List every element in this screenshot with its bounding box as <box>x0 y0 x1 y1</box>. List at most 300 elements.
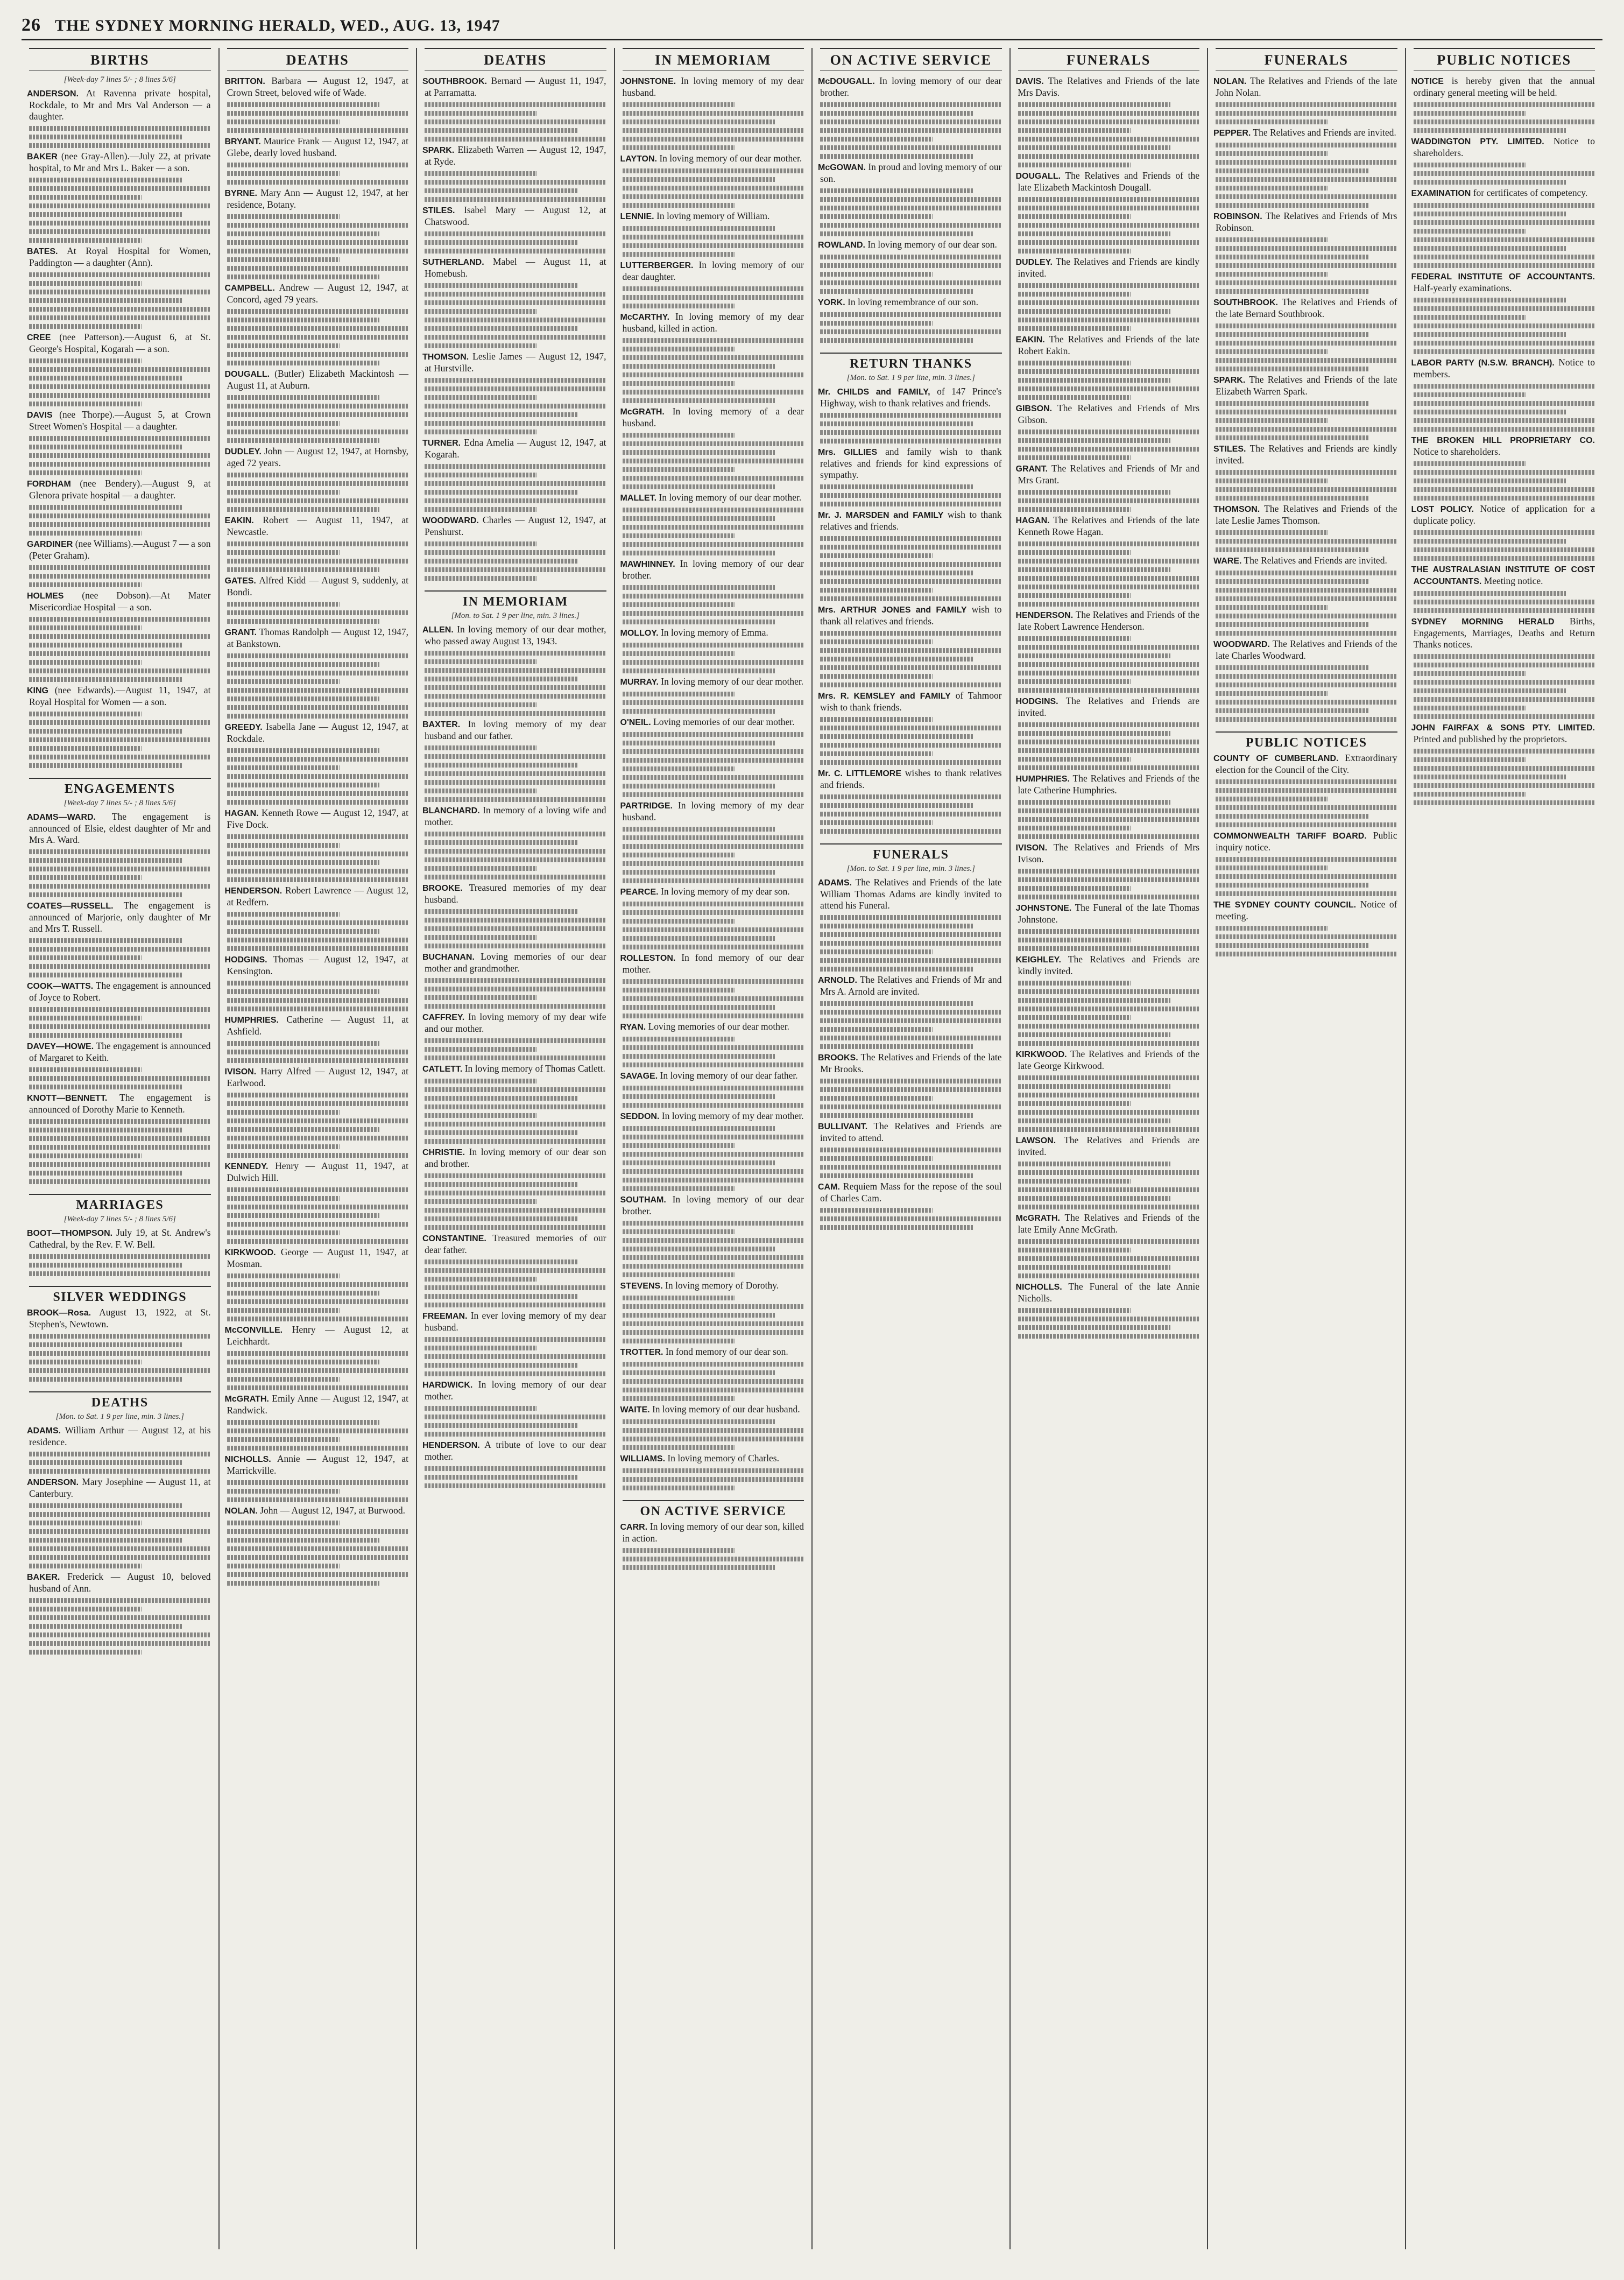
small-print-line <box>623 186 804 191</box>
notice-text: The Relatives and Friends of the late Emily Anne McGrath. <box>1018 1212 1200 1235</box>
small-print-line <box>227 1428 409 1433</box>
small-print-line <box>820 1044 973 1049</box>
small-print-line <box>623 1247 775 1251</box>
small-print-line <box>1018 1273 1200 1278</box>
small-print-line <box>623 364 775 369</box>
column-grid <box>22 48 1602 2249</box>
small-print-line <box>425 995 537 1000</box>
small-print-line <box>623 784 775 789</box>
small-print-line <box>29 135 182 139</box>
notice-entry <box>1015 75 1200 98</box>
small-print-line <box>227 714 409 719</box>
small-print-line <box>1018 679 1131 684</box>
notice-text: Annie — August 12, 1947, at Marrickville. <box>227 1453 408 1476</box>
notice-name: BOOT—THOMPSON. <box>27 1229 113 1238</box>
notice-entry <box>1213 899 1397 922</box>
notice-text: (nee Williams).—August 7 — a son (Peter Graham). <box>29 538 211 561</box>
small-print-line <box>623 878 804 883</box>
small-print-line <box>623 1396 735 1401</box>
notice-text: Extraordinary election for the Council of the City. <box>1216 752 1397 775</box>
notice-text: and family wish to thank relatives and friends for kind expressions of sympathy. <box>820 446 1002 480</box>
small-print-line <box>29 1067 142 1072</box>
small-print-line <box>1018 292 1131 297</box>
notice-text: Births, Engagements, Marriages, Deaths and Return Thanks notices. <box>1413 616 1595 650</box>
notice-entry <box>224 1247 409 1270</box>
small-print-line <box>425 1055 606 1060</box>
notice-entry <box>224 954 409 977</box>
small-print-line <box>425 464 606 469</box>
notice-name: KENNEDY. <box>224 1162 269 1171</box>
small-print-line <box>425 197 606 202</box>
small-print-line <box>623 145 735 150</box>
small-print-line <box>29 1529 211 1534</box>
small-print-line <box>425 378 606 383</box>
small-print-line <box>227 1239 409 1244</box>
notice-text: Robert Lawrence — August 12, at Redfern. <box>227 885 409 907</box>
small-print-line <box>623 1437 804 1441</box>
notice-text: At Ravenna private hospital, Rockdale, to Mr and Mrs Val Anderson — a daughter. <box>29 88 211 122</box>
small-print-line <box>227 1489 340 1494</box>
small-print-line <box>1018 1041 1200 1046</box>
small-print-line <box>227 696 380 701</box>
small-print-line <box>623 643 804 648</box>
notice-text: A tribute of love to our dear mother. <box>425 1439 606 1462</box>
notice-entry <box>620 676 804 688</box>
small-print-line <box>227 1230 340 1235</box>
notice-text: The Relatives and Friends of the late George Kirkwood. <box>1018 1048 1199 1071</box>
small-print-line <box>623 844 804 849</box>
notice-name: SUTHERLAND. <box>422 258 484 267</box>
small-print-line <box>1414 792 1526 797</box>
small-print-line <box>29 221 211 226</box>
small-print-line <box>623 551 775 555</box>
small-print-line <box>227 309 409 314</box>
small-print-line <box>623 1313 775 1318</box>
notice-text: The Relatives and Friends are kindly invited. <box>1018 954 1199 976</box>
small-print-line <box>29 858 182 863</box>
notice-text: In loving remembrance of our son. <box>848 297 979 307</box>
small-print-line <box>1216 700 1397 705</box>
notice-name: McGRATH. <box>224 1395 269 1404</box>
small-print-line <box>425 1130 577 1135</box>
small-print-line <box>29 746 142 751</box>
small-print-line <box>623 996 804 1001</box>
small-print-line <box>29 947 211 952</box>
small-print-line <box>623 1103 804 1108</box>
small-print-line <box>29 1128 182 1132</box>
small-print-line <box>227 1555 409 1560</box>
small-print-line <box>425 1354 606 1359</box>
small-print-line <box>227 1521 340 1525</box>
notice-name: HUMPHRIES. <box>224 1016 279 1025</box>
notice-entry <box>29 980 211 1003</box>
small-print-line <box>623 111 804 116</box>
notice-text: In fond memory of our dear son. <box>665 1346 788 1357</box>
small-print-line <box>29 1546 211 1551</box>
small-print-line <box>623 732 804 737</box>
small-print-line <box>1018 1248 1131 1252</box>
small-print-line <box>1414 680 1595 685</box>
small-print-line <box>227 834 409 839</box>
notice-name: LAWSON. <box>1015 1136 1056 1145</box>
notice-entry <box>620 406 804 429</box>
small-print-line <box>1414 102 1595 107</box>
small-print-line <box>1018 206 1200 210</box>
small-print-line <box>29 625 142 630</box>
small-print-line <box>29 668 211 673</box>
notice-entry <box>224 1453 409 1476</box>
small-print-line <box>1216 203 1368 208</box>
small-print-line <box>820 255 1002 259</box>
small-print-line <box>623 988 735 993</box>
notice-name: COATES—RUSSELL. <box>27 902 114 911</box>
small-print-line <box>1414 530 1595 535</box>
small-print-line <box>29 643 182 648</box>
notice-text: The Funeral of the late Annie Nicholls. <box>1018 1281 1199 1304</box>
notice-text: Maurice Frank — August 12, 1947, at Glebe, dearly loved husband. <box>227 136 408 158</box>
small-print-line <box>623 1062 804 1067</box>
small-print-line <box>29 955 142 960</box>
small-print-line <box>1018 154 1200 159</box>
small-print-line <box>623 1229 735 1234</box>
section-heading: ON ACTIVE SERVICE <box>820 48 1002 71</box>
small-print-line <box>1414 547 1595 552</box>
notice-entry <box>1015 170 1200 193</box>
notice-entry <box>820 604 1002 627</box>
notice-entry <box>422 1439 606 1462</box>
notice-name: McDOUGALL. <box>818 77 875 86</box>
small-print-line <box>227 1041 380 1046</box>
notice-name: CHRISTIE. <box>422 1148 465 1157</box>
small-print-line <box>623 919 735 924</box>
small-print-line <box>1018 214 1131 219</box>
small-print-line <box>227 326 409 331</box>
notice-name: BROOKS. <box>818 1053 858 1062</box>
small-print-line <box>623 1362 804 1367</box>
small-print-line <box>820 231 973 236</box>
notice-text: The Relatives and Friends of Mrs Robinson. <box>1216 210 1397 233</box>
small-print-line <box>820 1225 973 1230</box>
notice-text: John — August 12, 1947, at Hornsby, aged 72 years. <box>227 446 408 468</box>
notice-name: FORDHAM <box>27 480 71 489</box>
small-print-line <box>29 1085 182 1089</box>
notice-text: The engagement is announced of Dorothy Marie to Kenneth. <box>29 1092 211 1115</box>
notice-text: In loving memory of our dear brother. <box>820 75 1002 98</box>
notice-text: Isabella Jane — August 12, 1947, at Rockdale. <box>227 721 409 744</box>
small-print-line <box>1018 636 1131 641</box>
notice-name: CATLETT. <box>422 1065 463 1074</box>
notice-text: In loving memory of William. <box>656 210 770 221</box>
notice-text: In loving memory of Dorothy. <box>665 1280 779 1291</box>
small-print-line <box>1414 714 1595 719</box>
small-print-line <box>425 490 577 495</box>
small-print-line <box>227 1368 409 1373</box>
small-print-line <box>425 780 606 785</box>
small-print-line <box>29 376 182 381</box>
small-print-line <box>425 1173 606 1178</box>
small-print-line <box>227 981 409 986</box>
small-print-line <box>29 1521 142 1525</box>
small-print-line <box>227 1118 409 1123</box>
small-print-line <box>1216 934 1397 939</box>
small-print-line <box>227 619 380 624</box>
small-print-line <box>623 1014 804 1018</box>
small-print-line <box>425 567 606 572</box>
small-print-line <box>1216 691 1328 696</box>
notice-entry <box>1213 210 1397 234</box>
notice-entry <box>1015 403 1200 426</box>
small-print-line <box>623 119 775 124</box>
small-print-line <box>1216 779 1397 784</box>
small-print-line <box>227 1564 340 1568</box>
small-print-line <box>425 1047 537 1052</box>
small-print-line <box>1018 240 1200 245</box>
notice-name: BRYANT. <box>224 137 261 146</box>
small-print-line <box>1018 559 1200 564</box>
small-print-line <box>227 275 380 279</box>
small-print-line <box>29 1624 182 1629</box>
notice-entry <box>224 1014 409 1037</box>
small-print-line <box>623 749 804 754</box>
notice-text: In loving memory of my dear husband. <box>622 800 804 822</box>
small-print-line <box>29 867 211 871</box>
notice-text: Meeting notice. <box>1484 575 1543 586</box>
notice-text: Half-yearly examinations. <box>1413 283 1512 293</box>
notice-name: BLANCHARD. <box>422 806 480 815</box>
small-print-line <box>623 1486 735 1490</box>
notice-name: KING <box>27 686 48 695</box>
small-print-line <box>425 1122 606 1127</box>
notice-entry <box>620 1194 804 1217</box>
small-print-line <box>227 1127 380 1132</box>
small-print-line <box>820 1208 933 1213</box>
small-print-line <box>227 912 340 917</box>
section-heading: FUNERALS <box>1018 48 1200 71</box>
small-print-line <box>227 765 340 770</box>
notice-name: BATES. <box>27 247 58 256</box>
small-print-line <box>1018 455 1131 460</box>
notice-entry <box>1015 1212 1200 1235</box>
small-print-line <box>623 252 735 257</box>
small-print-line <box>425 395 537 400</box>
small-print-line <box>227 860 380 865</box>
notice-text: of Tahmoor wish to thank friends. <box>820 690 1002 713</box>
small-print-line <box>425 944 606 948</box>
small-print-line <box>29 1452 211 1456</box>
column-4 <box>615 48 813 2249</box>
small-print-line <box>820 751 933 756</box>
small-print-line <box>29 720 211 725</box>
small-print-line <box>29 186 211 191</box>
section-heading: ENGAGEMENTS <box>29 778 211 797</box>
small-print-line <box>623 1086 804 1090</box>
notice-text: Printed and published by the proprietors. <box>1413 734 1567 744</box>
small-print-line <box>1414 171 1595 176</box>
small-print-line <box>1216 883 1368 888</box>
notice-entry <box>1411 503 1595 526</box>
small-print-line <box>1216 111 1397 116</box>
notice-entry <box>620 1280 804 1292</box>
notice-entry <box>1411 75 1595 98</box>
small-print-line <box>227 938 409 942</box>
small-print-line <box>227 541 409 546</box>
notice-name: FREEMAN. <box>422 1312 468 1321</box>
small-print-line <box>1414 671 1526 676</box>
notice-text: In proud and loving memory of our son. <box>820 161 1002 184</box>
small-print-line <box>1414 688 1566 693</box>
notice-entry <box>224 1393 409 1416</box>
small-print-line <box>623 660 804 665</box>
small-print-line <box>1018 817 1200 822</box>
notice-name: McGOWAN. <box>818 163 866 172</box>
small-print-line <box>1414 341 1595 346</box>
small-print-line <box>1018 378 1171 383</box>
small-print-line <box>425 866 537 871</box>
small-print-line <box>623 1339 735 1343</box>
small-print-line <box>29 565 211 570</box>
small-print-line <box>29 212 182 217</box>
small-print-line <box>1414 212 1566 216</box>
small-print-line <box>1018 998 1171 1003</box>
notice-text: Catherine — August 11, at Ashfield. <box>227 1014 409 1037</box>
small-print-line <box>820 223 1002 228</box>
notice-name: KNOTT—BENNETT. <box>27 1094 108 1103</box>
small-print-line <box>623 484 775 489</box>
small-print-line <box>29 755 211 759</box>
small-print-line <box>29 1162 211 1167</box>
small-print-line <box>1018 326 1131 331</box>
small-print-line <box>227 266 409 271</box>
small-print-line <box>425 789 537 793</box>
notice-name: GREEDY. <box>224 723 263 732</box>
small-print-line <box>425 832 606 836</box>
small-print-line <box>29 763 182 768</box>
small-print-line <box>1414 220 1595 225</box>
small-print-line <box>227 507 380 512</box>
small-print-line <box>623 304 735 308</box>
small-print-line <box>1216 177 1397 182</box>
small-print-line <box>623 459 804 463</box>
small-print-line <box>1216 708 1368 713</box>
small-print-line <box>1216 102 1397 107</box>
notice-name: SEDDON. <box>620 1112 660 1121</box>
notice-name: YORK. <box>818 298 845 307</box>
notice-text: of 147 Prince's Highway, wish to thank relatives and friends. <box>820 386 1002 409</box>
notice-name: EXAMINATION <box>1411 189 1471 198</box>
small-print-line <box>425 1406 537 1411</box>
small-print-line <box>1216 682 1397 687</box>
section-heading: IN MEMORIAM <box>623 48 804 71</box>
small-print-line <box>623 516 775 521</box>
notice-text: Notice of meeting. <box>1216 899 1397 921</box>
small-print-line <box>623 355 804 360</box>
notice-entry <box>1411 564 1595 587</box>
notice-entry <box>620 259 804 283</box>
notice-entry <box>1015 842 1200 865</box>
notice-name: LAYTON. <box>620 154 657 164</box>
notice-name: SOUTHBROOK. <box>422 77 487 86</box>
small-print-line <box>29 1641 211 1646</box>
notice-text: Kenneth Rowe — August 12, 1947, at Five Dock. <box>227 807 408 830</box>
small-print-line <box>1216 952 1397 956</box>
small-print-line <box>1018 1032 1171 1037</box>
small-print-line <box>29 884 211 889</box>
small-print-line <box>820 1148 1002 1152</box>
small-print-line <box>1018 111 1200 116</box>
small-print-line <box>425 1225 606 1230</box>
small-print-line <box>1216 797 1328 801</box>
notice-name: McCARTHY. <box>620 313 670 322</box>
notice-text: The engagement is announced of Margaret to Keith. <box>29 1040 211 1063</box>
small-print-line <box>425 702 537 707</box>
notice-entry <box>422 144 606 167</box>
small-print-line <box>623 741 775 745</box>
small-print-line <box>820 588 933 593</box>
notice-entry <box>620 1453 804 1465</box>
small-print-line <box>1018 1162 1171 1166</box>
small-print-line <box>820 631 1002 636</box>
small-print-line <box>1216 119 1328 124</box>
notice-name: HENDERSON. <box>224 886 283 896</box>
small-print-line <box>227 852 409 856</box>
notice-entry <box>820 161 1002 185</box>
notice-name: GARDINER <box>27 540 73 549</box>
notice-name: BAXTER. <box>422 720 461 729</box>
notice-text: wish to thank all relatives and friends. <box>820 604 1002 627</box>
small-print-line <box>1216 367 1368 371</box>
small-print-line <box>820 493 1002 498</box>
notice-name: FEDERAL INSTITUTE OF ACCOUNTANTS. <box>1411 272 1595 282</box>
notice-entry <box>1015 954 1200 977</box>
small-print-line <box>1018 826 1131 831</box>
small-print-line <box>623 1143 735 1148</box>
small-print-line <box>623 611 804 616</box>
small-print-line <box>227 111 409 116</box>
small-print-line <box>623 168 804 173</box>
notice-entry <box>29 900 211 934</box>
notice-name: ARNOLD. <box>818 976 857 985</box>
small-print-line <box>1018 498 1200 503</box>
small-print-line <box>29 1334 211 1339</box>
small-print-line <box>1018 1127 1200 1132</box>
notice-text: Bernard — August 11, 1947, at Parramatta. <box>425 75 606 98</box>
notice-text: for certificates of competency. <box>1473 187 1588 198</box>
small-print-line <box>425 857 606 862</box>
small-print-line <box>623 1135 804 1139</box>
small-print-line <box>1216 571 1397 575</box>
small-print-line <box>1018 981 1131 986</box>
notice-entry <box>1015 463 1200 486</box>
small-print-line <box>227 249 409 254</box>
small-print-line <box>1018 1075 1200 1080</box>
small-print-line <box>623 203 735 208</box>
small-print-line <box>29 964 211 969</box>
notice-entry <box>422 75 606 98</box>
small-print-line <box>1216 470 1397 475</box>
notice-text: Mary Ann — August 12, 1947, at her residence, Botany. <box>227 187 409 210</box>
small-print-line <box>820 1165 1002 1170</box>
notice-entry <box>1015 1281 1200 1304</box>
small-print-line <box>1018 946 1200 951</box>
small-print-line <box>227 1538 380 1543</box>
notice-entry <box>820 974 1002 997</box>
small-print-line <box>1216 622 1368 627</box>
small-print-line <box>623 1037 735 1042</box>
notice-name: HENDERSON. <box>1015 611 1074 620</box>
notice-text: (nee Bendery).—August 9, at Glenora private hospital — a daughter. <box>29 478 211 501</box>
small-print-line <box>820 1087 1002 1092</box>
small-print-line <box>29 315 211 320</box>
